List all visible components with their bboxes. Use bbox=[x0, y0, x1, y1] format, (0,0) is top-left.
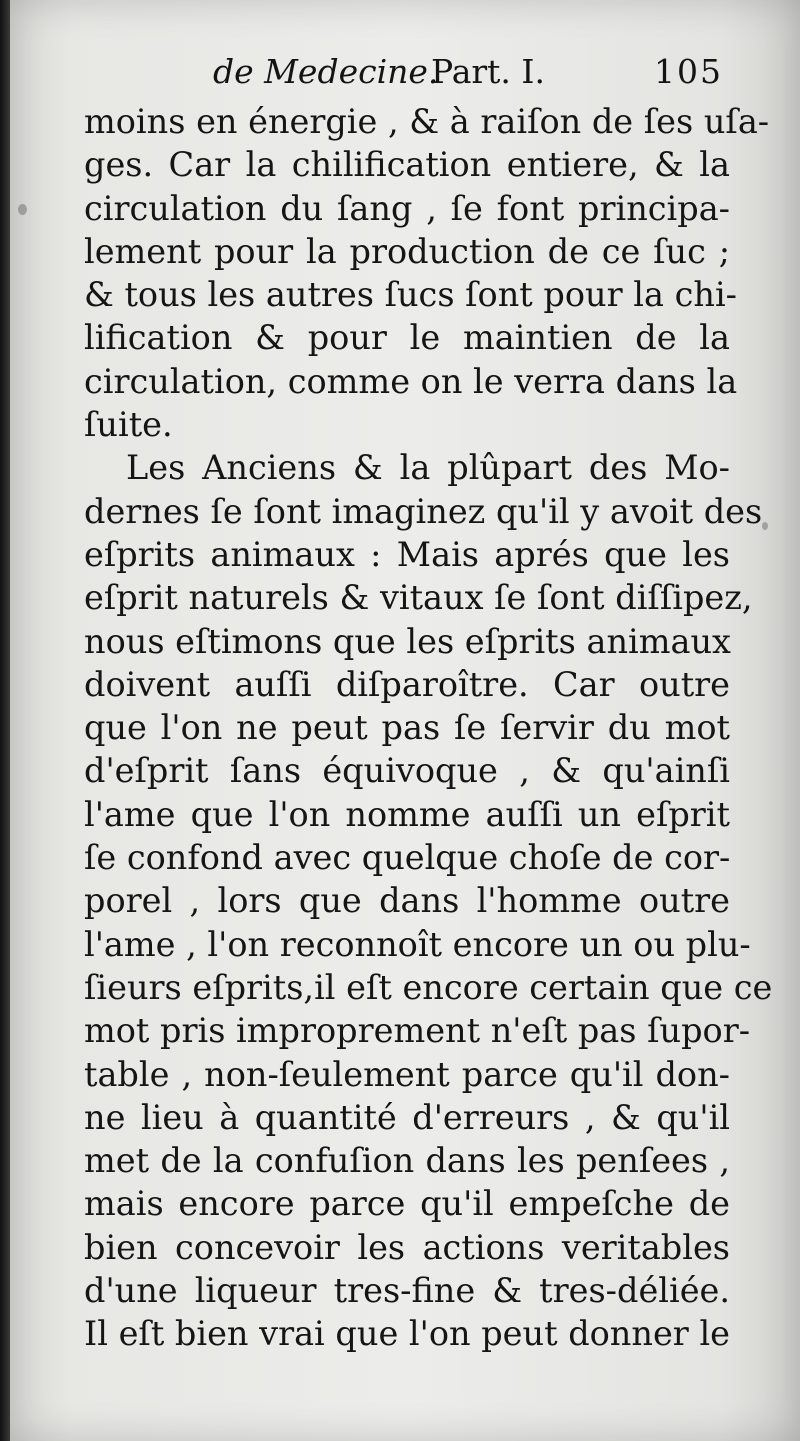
paragraph-start-line: Les Anciens & la plûpart des Mo- bbox=[126, 448, 730, 488]
text-line: ſieurs eſprits,il eſt encore certain que ce bbox=[84, 967, 773, 1007]
text-line: d'une liqueur tres-fine & tres-déliée. bbox=[84, 1271, 730, 1311]
ink-speck bbox=[18, 204, 27, 215]
text-line: ſuite. bbox=[84, 405, 173, 445]
text-line: circulation du ſang , ſe font principa- bbox=[84, 188, 730, 228]
text-line: l'ame que l'on nomme auſſi un eſprit bbox=[84, 794, 730, 834]
text-line: eſprits animaux : Mais aprés que les bbox=[84, 534, 730, 574]
text-line: eſprit naturels & vitaux ſe ſont diſſipez, bbox=[84, 578, 753, 618]
text-line: lement pour la production de ce ſuc ; bbox=[84, 231, 730, 271]
book-gutter bbox=[0, 0, 10, 1441]
body-text bbox=[84, 100, 773, 1356]
text-line: bien concevoir les actions veritables bbox=[84, 1227, 730, 1267]
page-number: 105 bbox=[654, 52, 723, 91]
text-line: que l'on ne peut pas ſe ſervir du mot bbox=[84, 708, 730, 748]
text-line: met de la confuſion dans les penſees , bbox=[84, 1141, 730, 1181]
text-line: porel , lors que dans l'homme outre bbox=[84, 881, 730, 921]
running-header bbox=[213, 52, 723, 100]
text-line: mais encore parce qu'il empeſche de bbox=[84, 1184, 730, 1224]
text-line: lification & pour le maintien de la bbox=[84, 318, 730, 358]
text-line: ne lieu à quantité d'erreurs , & qu'il bbox=[84, 1097, 730, 1137]
text-line: mot pris improprement n'eſt pas ſupor- bbox=[84, 1011, 751, 1051]
text-line: Il eſt bien vrai que l'on peut donner le bbox=[84, 1314, 730, 1354]
text-line: & tous les autres ſucs ſont pour la chi- bbox=[84, 275, 737, 315]
text-line: ſe confond avec quelque choſe de cor- bbox=[84, 838, 731, 878]
ink-speck bbox=[762, 522, 768, 530]
text-line: d'eſprit ſans équivoque , & qu'ainſi bbox=[84, 751, 730, 791]
text-line: moins en énergie , & à raiſon de ſes uſa- bbox=[84, 102, 770, 141]
text-line: ges. Car la chilification entiere, & la bbox=[84, 145, 730, 185]
text-line: l'ame , l'on reconnoît encore un ou plu- bbox=[84, 924, 751, 964]
part-label: Part. I. bbox=[431, 52, 545, 91]
text-line: dernes ſe ſont imaginez qu'il y avoit des bbox=[84, 491, 763, 531]
text-line: table , non-ſeulement parce qu'il don- bbox=[84, 1054, 730, 1094]
text-line: nous eſtimons que les eſprits animaux bbox=[84, 621, 731, 661]
text-line: circulation, comme on le verra dans la bbox=[84, 361, 738, 401]
text-line: doivent auſſi diſparoître. Car outre bbox=[84, 664, 730, 704]
running-title: de Medecine. bbox=[213, 52, 439, 91]
